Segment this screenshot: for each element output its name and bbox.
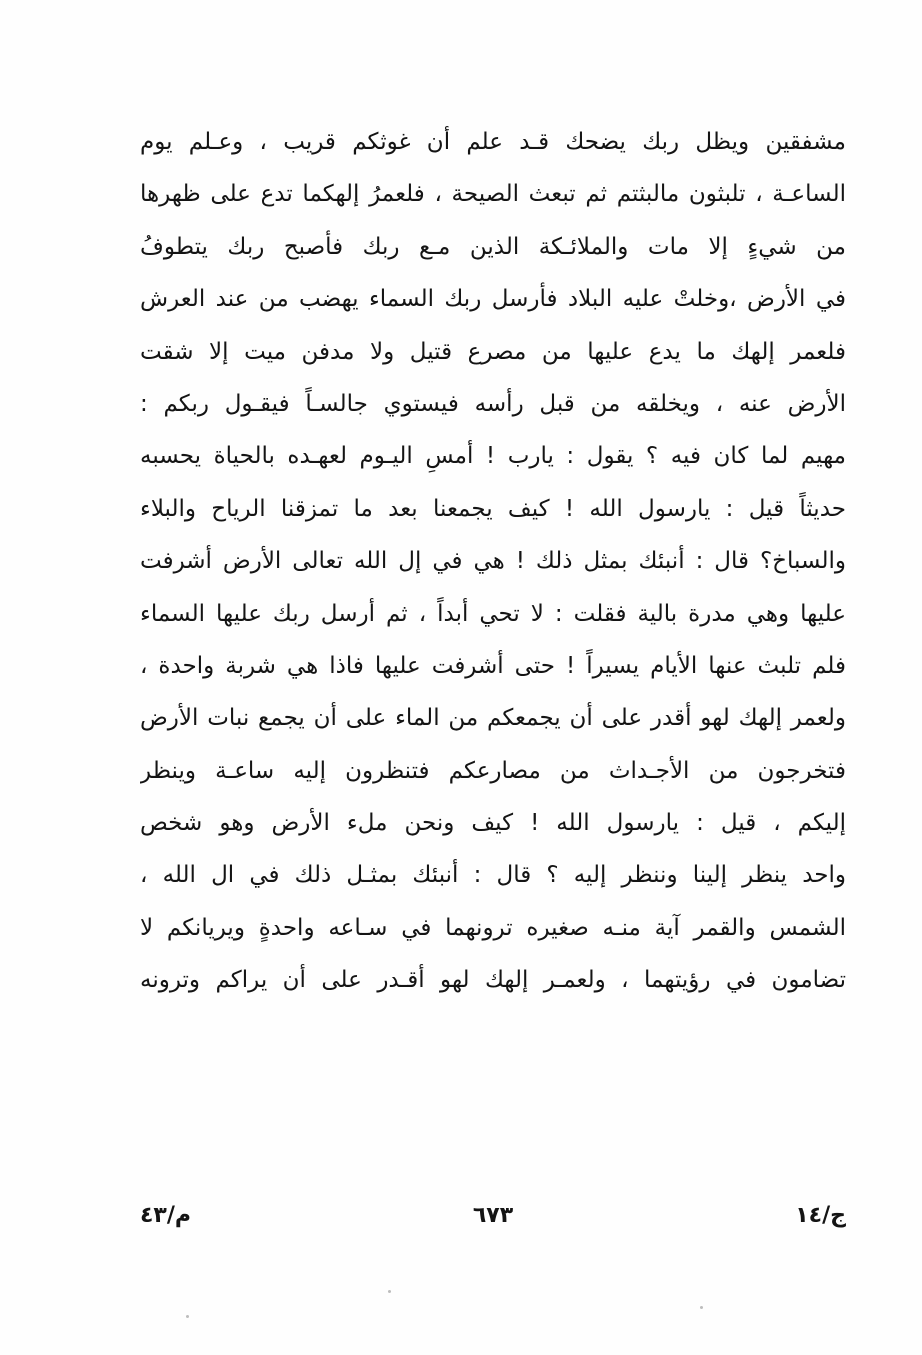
part-mark: م/٤٣ xyxy=(140,1203,192,1228)
text-line: فلعمر إلهك ما يدع عليها من مصرع قتيل ولا مدفن ميت إلا شقت xyxy=(140,338,846,365)
text-line: حديثاً قيل : يارسول الله ! كيف يجمعنا بعد ما تمزقنا الرياح والبلاء xyxy=(140,495,846,522)
text-line: مهيم لما كان فيه ؟ يقول : يارب ! أمسِ اليـوم لعهـده بالحياة يحسبه xyxy=(140,443,846,470)
text-line: واحد ينظر إلينا وننظر إليه ؟ قال : أنبئك بمثـل ذلك في ال الله ، xyxy=(140,862,846,889)
text-line: الساعـة ، تلبثون مالبثتم ثم تبعث الصيحة ، فلعمرُ إلهكما تدع على ظهرها xyxy=(140,181,846,208)
text-line: الشمس والقمر آية منـه صغيره ترونهما في سـاعه واحدةٍ ويريانكم لا xyxy=(140,914,846,941)
page-footer xyxy=(140,1196,846,1236)
page-number: ٦٧٣ xyxy=(472,1203,514,1228)
text-line: من شيءٍ إلا مات والملائـكة الذين مـع ربك فأصبح ربك يتطوفُ xyxy=(140,233,846,260)
text-line: والسباخ؟ قال : أنبئك بمثل ذلك ! هي في إل الله تعالى الأرض أشرفت xyxy=(140,548,846,575)
scan-speck xyxy=(700,1306,703,1309)
text-line: في الأرض ،وخلتْ عليه البلاد فأرسل ربك السماء يهضب من عند العرش xyxy=(140,286,846,313)
body-text xyxy=(140,116,846,1007)
text-line: ولعمر إلهك لهو أقدر على أن يجمعكم من الماء على أن يجمع نبات الأرض xyxy=(140,705,846,732)
scan-speck xyxy=(388,1290,391,1293)
text-line: مشفقين ويظل ربك يضحك قـد علم أن غوثكم قريب ، وعـلم يوم xyxy=(140,129,846,155)
text-line: الأرض عنه ، ويخلقه من قبل رأسه فيستوي جالسـاً فيقـول ربكم : xyxy=(140,390,846,417)
volume-mark: ج/١٤ xyxy=(795,1203,846,1228)
scan-speck xyxy=(186,1315,189,1318)
text-line: فتخرجون من الأجـداث من مصارعكم فتنظرون إليه ساعـة وينظر xyxy=(140,757,846,784)
text-line: تضامون في رؤيتهما ، ولعمـر إلهك لهو أقـدر على أن يراكم وترونه xyxy=(140,967,846,994)
text-line: عليها وهي مدرة بالية فقلت : لا تحي أبداً ، ثم أرسل ربك عليها السماء xyxy=(140,600,846,627)
text-line: فلم تلبث عنها الأيام يسيراً ! حتى أشرفت عليها فاذا هي شربة واحدة ، xyxy=(140,652,846,679)
text-line: إليكم ، قيل : يارسول الله ! كيف ونحن ملء الأرض وهو شخص xyxy=(140,810,846,837)
